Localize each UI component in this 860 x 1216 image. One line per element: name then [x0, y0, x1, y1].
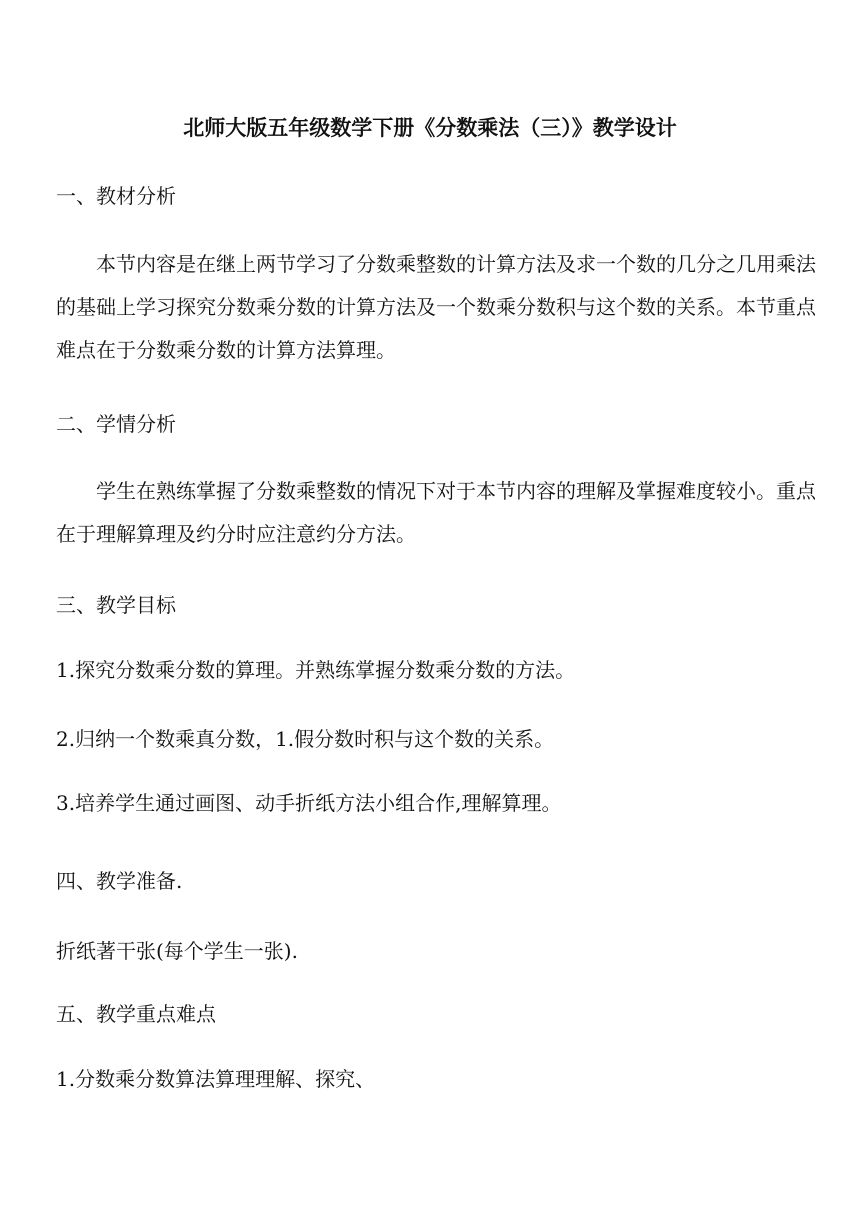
- document-title: 北师大版五年级数学下册《分数乘法（三）》教学设计: [183, 116, 677, 140]
- goal-item-3: 3.培养学生通过画图、动手折纸方法小组合作,理解算理。: [56, 791, 562, 815]
- section-body-1: 本节内容是在继上两节学习了分数乘整数的计算方法及求一个数的几分之几用乘法的基础上学习探究分数乘分数的计算方法及一个数乘分数积与这个数的关系。本节重点难点在于分数乘分数的计算方法算理。: [56, 252, 816, 362]
- section-heading-3: 三、教学目标: [56, 593, 176, 617]
- goal-item-2: 2.归纳一个数乘真分数，1.假分数时积与这个数的关系。: [56, 727, 555, 751]
- section-body-2: 学生在熟练掌握了分数乘整数的情况下对于本节内容的理解及掌握难度较小。重点在于理解算理及约分时应注意约分方法。: [56, 479, 816, 546]
- section-heading-5: 五、教学重点难点: [56, 1002, 216, 1026]
- section-body-4: 折纸著干张(每个学生一张).: [56, 939, 298, 963]
- difficulty-item-1: 1.分数乘分数算法算理理解、探究、: [56, 1067, 376, 1091]
- section-heading-4: 四、教学准备.: [56, 869, 183, 893]
- section-heading-1: 一、教材分析: [56, 184, 176, 208]
- goal-item-1: 1.探究分数乘分数的算理。并熟练掌握分数乘分数的方法。: [56, 658, 576, 682]
- section-heading-2: 二、学情分析: [56, 412, 176, 436]
